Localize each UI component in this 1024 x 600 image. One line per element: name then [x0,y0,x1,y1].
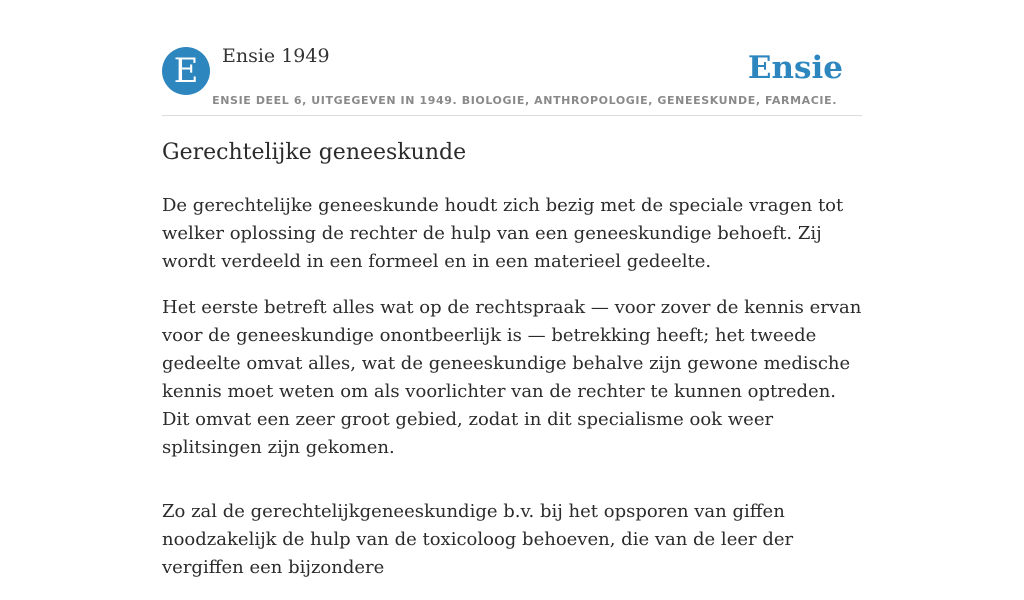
article-title: Gerechtelijke geneeskunde [162,140,467,165]
site-title[interactable]: Ensie 1949 [222,45,330,67]
edition-subtitle: ENSIE DEEL 6, UITGEGEVEN IN 1949. BIOLOGIE, ANTHROPOLOGIE, GENEESKUNDE, FARMACIE. [212,94,837,107]
article-body [162,192,862,600]
page [162,0,862,578]
site-header [162,0,862,116]
brand-link[interactable]: Ensie [747,50,843,86]
article-paragraph: Zo zal de gerechtelijkgeneeskundige b.v. bij het opsporen van giffen noodzakelijk de hulp van de toxicoloog behoeven, die van de leer der vergiffen een bijzondere [162,501,794,578]
ensie-logo-icon[interactable]: E [162,47,210,95]
article-paragraph: Het eerste betreft alles wat op de rechtspraak — voor zover de kennis ervan voor de geneeskundige onontbeerlijk is — betrekking heeft; het tweede gedeelte omvat alles, wat de geneeskundige behalve zijn gewone medische kennis moet weten om als voorlichter van de rechter te kunnen optreden. Dit omvat een zeer groot gebied, zodat in dit specialisme ook weer splitsingen zijn gekomen. [162,297,862,458]
article-paragraph: De gerechtelijke geneeskunde houdt zich bezig met de speciale vragen tot welker oplossing de rechter de hulp van een geneeskundige behoeft. Zij wordt verdeeld in een formeel en in een materieel gedeelte. [162,195,844,272]
